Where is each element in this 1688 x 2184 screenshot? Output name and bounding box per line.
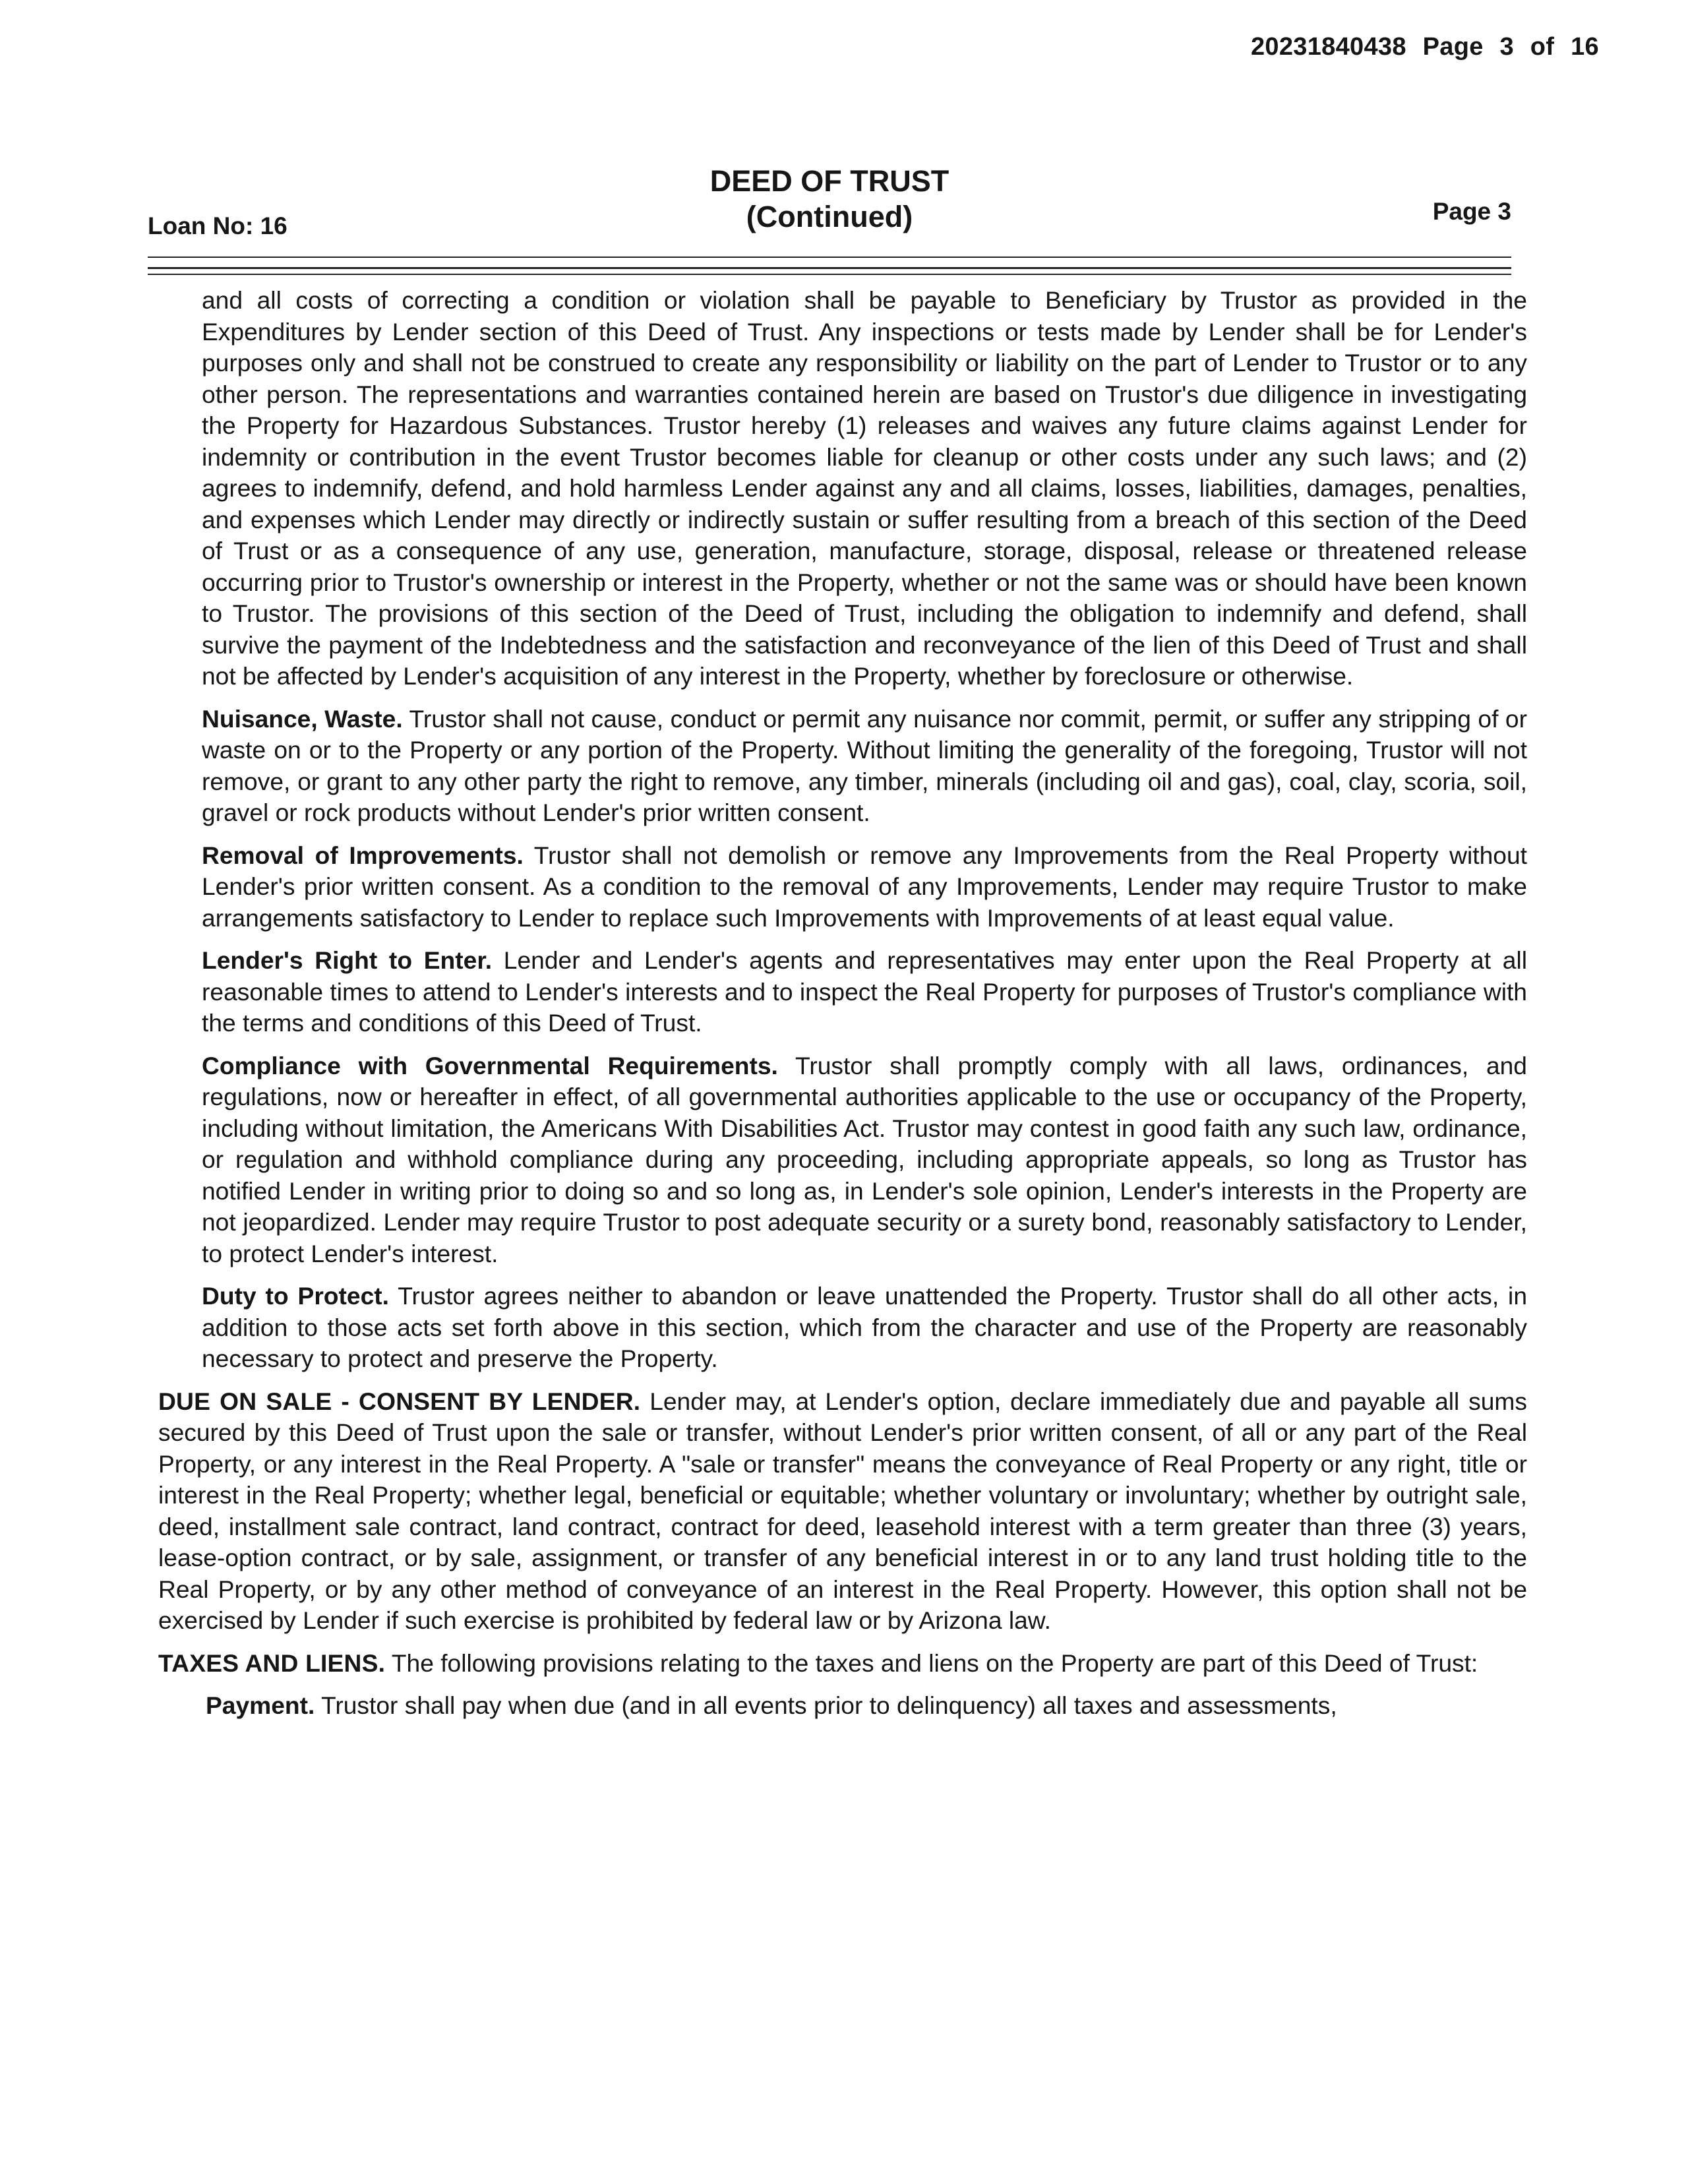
document-body	[158, 285, 1527, 1733]
document-header	[148, 164, 1511, 241]
paragraph-right-to-enter	[202, 945, 1527, 1039]
loan-number: Loan No: 16	[148, 212, 287, 239]
paragraph-text: Trustor shall pay when due (and in all events prior to delinquency) all taxes and assessments,	[321, 1691, 1337, 1719]
recording-page: Page 3 of 16	[1422, 33, 1599, 61]
section-heading: DUE ON SALE - CONSENT BY LENDER.	[158, 1387, 641, 1415]
paragraph-heading: Duty to Protect.	[202, 1282, 389, 1310]
recording-number: 20231840438	[1250, 33, 1406, 61]
paragraph-governmental-requirements	[202, 1050, 1527, 1270]
paragraph-text: Trustor shall not cause, conduct or permit any nuisance nor commit, permit, or suffer any stripping of or waste on or to the Property or any portion of the Property. Without limiting the generality of the foregoing, Trustor will not remove, or grant to any other party the right to remove, any timber, minerals (including oil and gas), coal, clay, scoria, soil, gravel or rock products without Lender's prior written consent.	[202, 704, 1527, 826]
paragraph-duty-to-protect	[202, 1281, 1527, 1375]
paragraph-payment	[206, 1690, 1527, 1722]
paragraph-due-on-sale	[158, 1386, 1527, 1637]
paragraph-heading: Lender's Right to Enter.	[202, 946, 493, 974]
title-block	[148, 164, 1511, 235]
paragraph-heading: Nuisance, Waste.	[202, 704, 403, 733]
paragraph-text: and all costs of correcting a condition or violation shall be payable to Beneficiary by Trustor as provided in the Expenditures by Lender section of this Deed of Trust. Any inspections or tests made by Lender shall be for Lender's purposes only and shall not be construed to create any responsibility or liability on the part of Lender to Trustor or to any other person. The representations and warranties contained herein are based on Trustor's due diligence in investigating the Property for Hazardous Substances. Trustor hereby (1) releases and waives any future claims against Lender for indemnity or contribution in the event Trustor becomes liable for cleanup or other costs under any such laws; and (2) agrees to indemnify, defend, and hold harmless Lender against any and all claims, losses, liabilities, damages, penalties, and expenses which Lender may directly or indirectly sustain or suffer resulting from a breach of this section of the Deed of Trust or as a consequence of any use, generation, manufacture, storage, disposal, release or threatened release occurring prior to Trustor's ownership or interest in the Property, whether or not the same was or should have been known to Trustor. The provisions of this section of the Deed of Trust, including the obligation to indemnify and defend, shall survive the payment of the Indebtedness and the satisfaction and reconveyance of the lien of this Deed of Trust and shall not be affected by Lender's acquisition of any interest in the Property, whether by foreclosure or otherwise.	[202, 286, 1527, 690]
paragraph-hazardous-substances	[202, 285, 1527, 692]
header-rule	[148, 257, 1511, 258]
paragraph-text: Trustor shall promptly comply with all laws, ordinances, and regulations, now or hereafter in effect, of all governmental authorities applicable to the use or occupancy of the Property, including without limitation, the Americans With Disabilities Act. Trustor may contest in good faith any such law, ordinance, or regulation and withhold compliance during any proceeding, including appropriate appeals, so long as Trustor has notified Lender in writing prior to doing so and so long as, in Lender's sole opinion, Lender's interests in the Property are not jeopardized. Lender may require Trustor to post adequate security or a surety bond, reasonably satisfactory to Lender, to protect Lender's interest.	[202, 1051, 1527, 1267]
header-double-rule-top	[148, 267, 1511, 269]
paragraph-heading: Removal of Improvements.	[202, 841, 524, 869]
paragraph-heading: Payment.	[206, 1691, 315, 1719]
document-subtitle: (Continued)	[746, 200, 913, 233]
recording-header	[1251, 33, 1599, 61]
paragraph-nuisance-waste	[202, 704, 1527, 829]
paragraph-heading: Compliance with Governmental Requirements.	[202, 1051, 778, 1079]
paragraph-text: The following provisions relating to the taxes and liens on the Property are part of this Deed of Trust:	[391, 1649, 1478, 1677]
paragraph-removal-of-improvements	[202, 840, 1527, 934]
paragraph-text: Lender and Lender's agents and representatives may enter upon the Real Property at all reasonable times to attend to Lender's interests and to inspect the Real Property for purposes of Trustor's compliance with the terms and conditions of this Deed of Trust.	[202, 946, 1527, 1037]
paragraph-text: Trustor agrees neither to abandon or leave unattended the Property. Trustor shall do all other acts, in addition to those acts set forth above in this section, which from the character and use of the Property are reasonably necessary to protect and preserve the Property.	[202, 1282, 1527, 1372]
paragraph-text: Trustor shall not demolish or remove any Improvements from the Real Property without Lender's prior written consent. As a condition to the removal of any Improvements, Lender may require Trustor to make arrangements satisfactory to Lender to replace such Improvements with Improvements of at least equal value.	[202, 841, 1527, 932]
header-double-rule-bottom	[148, 274, 1511, 275]
page-label: Page 3	[1432, 198, 1511, 225]
section-heading: TAXES AND LIENS.	[158, 1649, 386, 1677]
paragraph-text: Lender may, at Lender's option, declare immediately due and payable all sums secured by this Deed of Trust upon the sale or transfer, without Lender's prior written consent, of all or any part of the Real Property, or any interest in the Real Property. A "sale or transfer" means the conveyance of Real Property or any right, title or interest in the Real Property; whether legal, beneficial or equitable; whether voluntary or involuntary; whether by outright sale, deed, installment sale contract, land contract, contract for deed, leasehold interest with a term greater than three (3) years, lease-option contract, or by sale, assignment, or transfer of any beneficial interest in or to any land trust holding title to the Real Property, or by any other method of conveyance of an interest in the Real Property. However, this option shall not be exercised by Lender if such exercise is prohibited by federal law or by Arizona law.	[158, 1387, 1527, 1634]
paragraph-taxes-and-liens	[158, 1648, 1527, 1680]
document-title: DEED OF TRUST	[709, 164, 950, 198]
